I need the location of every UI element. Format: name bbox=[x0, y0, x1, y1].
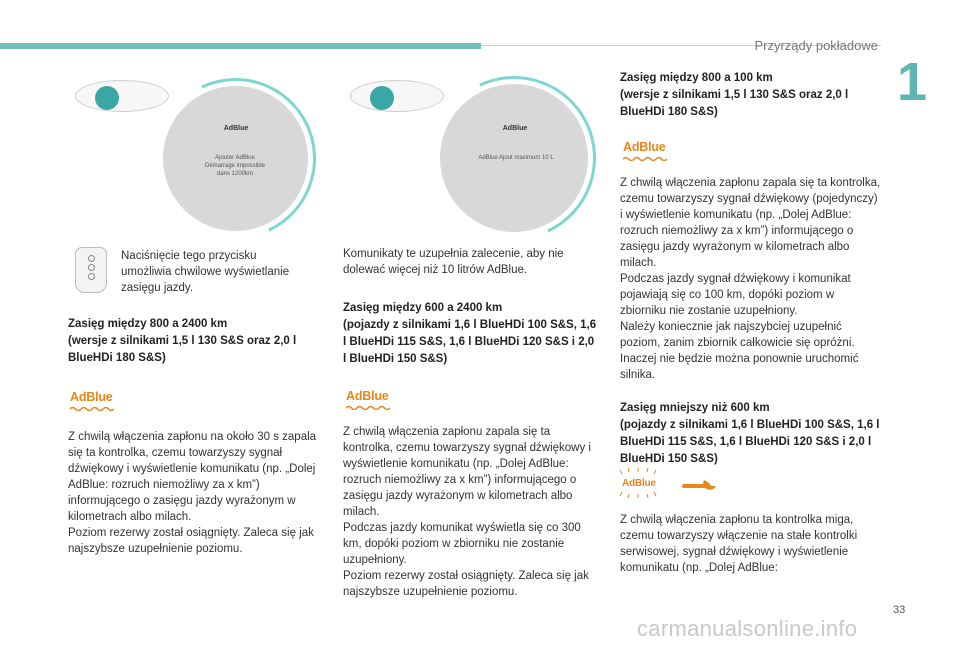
wrench-icon bbox=[682, 479, 718, 493]
adblue-flashing-icon: AdBlue bbox=[620, 474, 654, 485]
dial-message: AdBlue Ajout maximum 10 L bbox=[478, 155, 554, 161]
body-text: Z chwilą włączenia zapłonu zapala się ta kontrolka, czemu towarzyszy sygnał dźwiękowy i wyświetlenie komunikatu (np. „Dolej AdBlue: rozruch niemożliwy za x km”) informującego o zasięgu jazdy wyrażonym w kilometrach albo milach. Podczas jazdy komunikat wyświetla się co 300 km, dopóki poziom w zbiorniku nie zostanie uzupełniony. Poziom rezerwy został osiągnięty. Zaleca się jak najszybsze uzupełnienie poziomu. bbox=[343, 426, 591, 598]
display-pill bbox=[75, 80, 169, 112]
section-title: Przyrządy pokładowe bbox=[754, 38, 878, 53]
dial-brand: AdBlue bbox=[502, 125, 528, 132]
heading-range-below-600: Zasięg mniejszy niż 600 km (pojazdy z silnikami 1,6 l BlueHDi 100 S&S, 1,6 l BlueHDi 115 S&S, 1,6 l BlueHDi 120 S&S i 2,0 l BlueHDi 150 S&S) bbox=[620, 402, 880, 465]
gauge-illustration-1 bbox=[75, 78, 325, 238]
header-accent-bar bbox=[0, 43, 481, 49]
watermark: carmanualsonline.info bbox=[637, 616, 858, 641]
adblue-flashing-service-icons bbox=[620, 470, 730, 500]
adblue-warning-icon: AdBlue bbox=[623, 139, 667, 161]
page-number: 33 bbox=[893, 604, 906, 616]
button-description: Naciśnięcie tego przycisku umożliwia chwilowe wyświetlanie zasięgu jazdy. bbox=[121, 250, 290, 294]
indicator-dot bbox=[95, 86, 119, 110]
chapter-number: 1 bbox=[897, 52, 928, 112]
display-pill bbox=[350, 80, 444, 112]
heading-range-600-2400: Zasięg między 600 a 2400 km (pojazdy z silnikami 1,6 l BlueHDi 100 S&S, 1,6 l BlueHDi 115 S&S, 1,6 l BlueHDi 120 S&S i 2,0 l BlueHDi 150 S&S) bbox=[343, 302, 597, 365]
remote-button-icon bbox=[75, 247, 107, 293]
adblue-warning-icon: AdBlue bbox=[70, 389, 114, 411]
adblue-warning-icon: AdBlue bbox=[346, 388, 390, 410]
column-1 bbox=[68, 316, 318, 557]
dial-brand: AdBlue bbox=[223, 125, 249, 132]
column-3-bottom bbox=[620, 512, 882, 576]
column-3 bbox=[620, 70, 882, 468]
gauge-illustration-2 bbox=[350, 78, 600, 238]
column-2 bbox=[343, 246, 598, 600]
dial-message: Ajouter AdBlue Démarrage impossible dans 1200km bbox=[204, 155, 266, 177]
body-text: Z chwilą włączenia zapłonu na około 30 s zapala się ta kontrolka, czemu towarzyszy sygnał dźwiękowy i wyświetlenie komunikatu (np. „Dolej AdBlue: rozruch niemożliwy za x km”) informującego o zasięgu jazdy wyrażonym w kilometrach albo milach. Poziom rezerwy został osiągnięty. Zaleca się jak najszybsze uzupełnienie poziomu. bbox=[68, 431, 317, 555]
heading-range-800-100: Zasięg między 800 a 100 km (wersje z silnikami 1,5 l 130 S&S oraz 2,0 l BlueHDi 180 S&S) bbox=[620, 72, 849, 118]
indicator-dot bbox=[370, 86, 394, 110]
intro-text: Komunikaty te uzupełnia zalecenie, aby nie dolewać więcej niż 10 litrów AdBlue. bbox=[343, 248, 564, 276]
heading-range-800-2400: Zasięg między 800 a 2400 km (wersje z silnikami 1,5 l 130 S&S oraz 2,0 l BlueHDi 180 S&S) bbox=[68, 318, 297, 364]
body-text: Z chwilą włączenia zapłonu zapala się ta kontrolka, czemu towarzyszy sygnał dźwiękowy (pojedynczy) i wyświetlenie komunikatu (np. „Dolej AdBlue: rozruch niemożliwy za x km”) informującego o zasięgu jazdy wyrażonym w kilometrach albo milach. Podczas jazdy sygnał dźwiękowy i komunikat pojawiają się co 100 km, dopóki poziom w zbiorniku nie zostanie uzupełniony. Należy koniecznie jak najszybciej uzupełnić poziom, zanim zbiornik całkowicie się opróżni. Inaczej nie będzie można ponownie uruchomić silnika. bbox=[620, 177, 881, 381]
body-text: Z chwilą włączenia zapłonu ta kontrolka miga, czemu towarzyszy włączenie na stałe kontrolki serwisowej, sygnał dźwiękowy i wyświetlenie komunikatu (np. „Dolej AdBlue: bbox=[620, 514, 858, 574]
